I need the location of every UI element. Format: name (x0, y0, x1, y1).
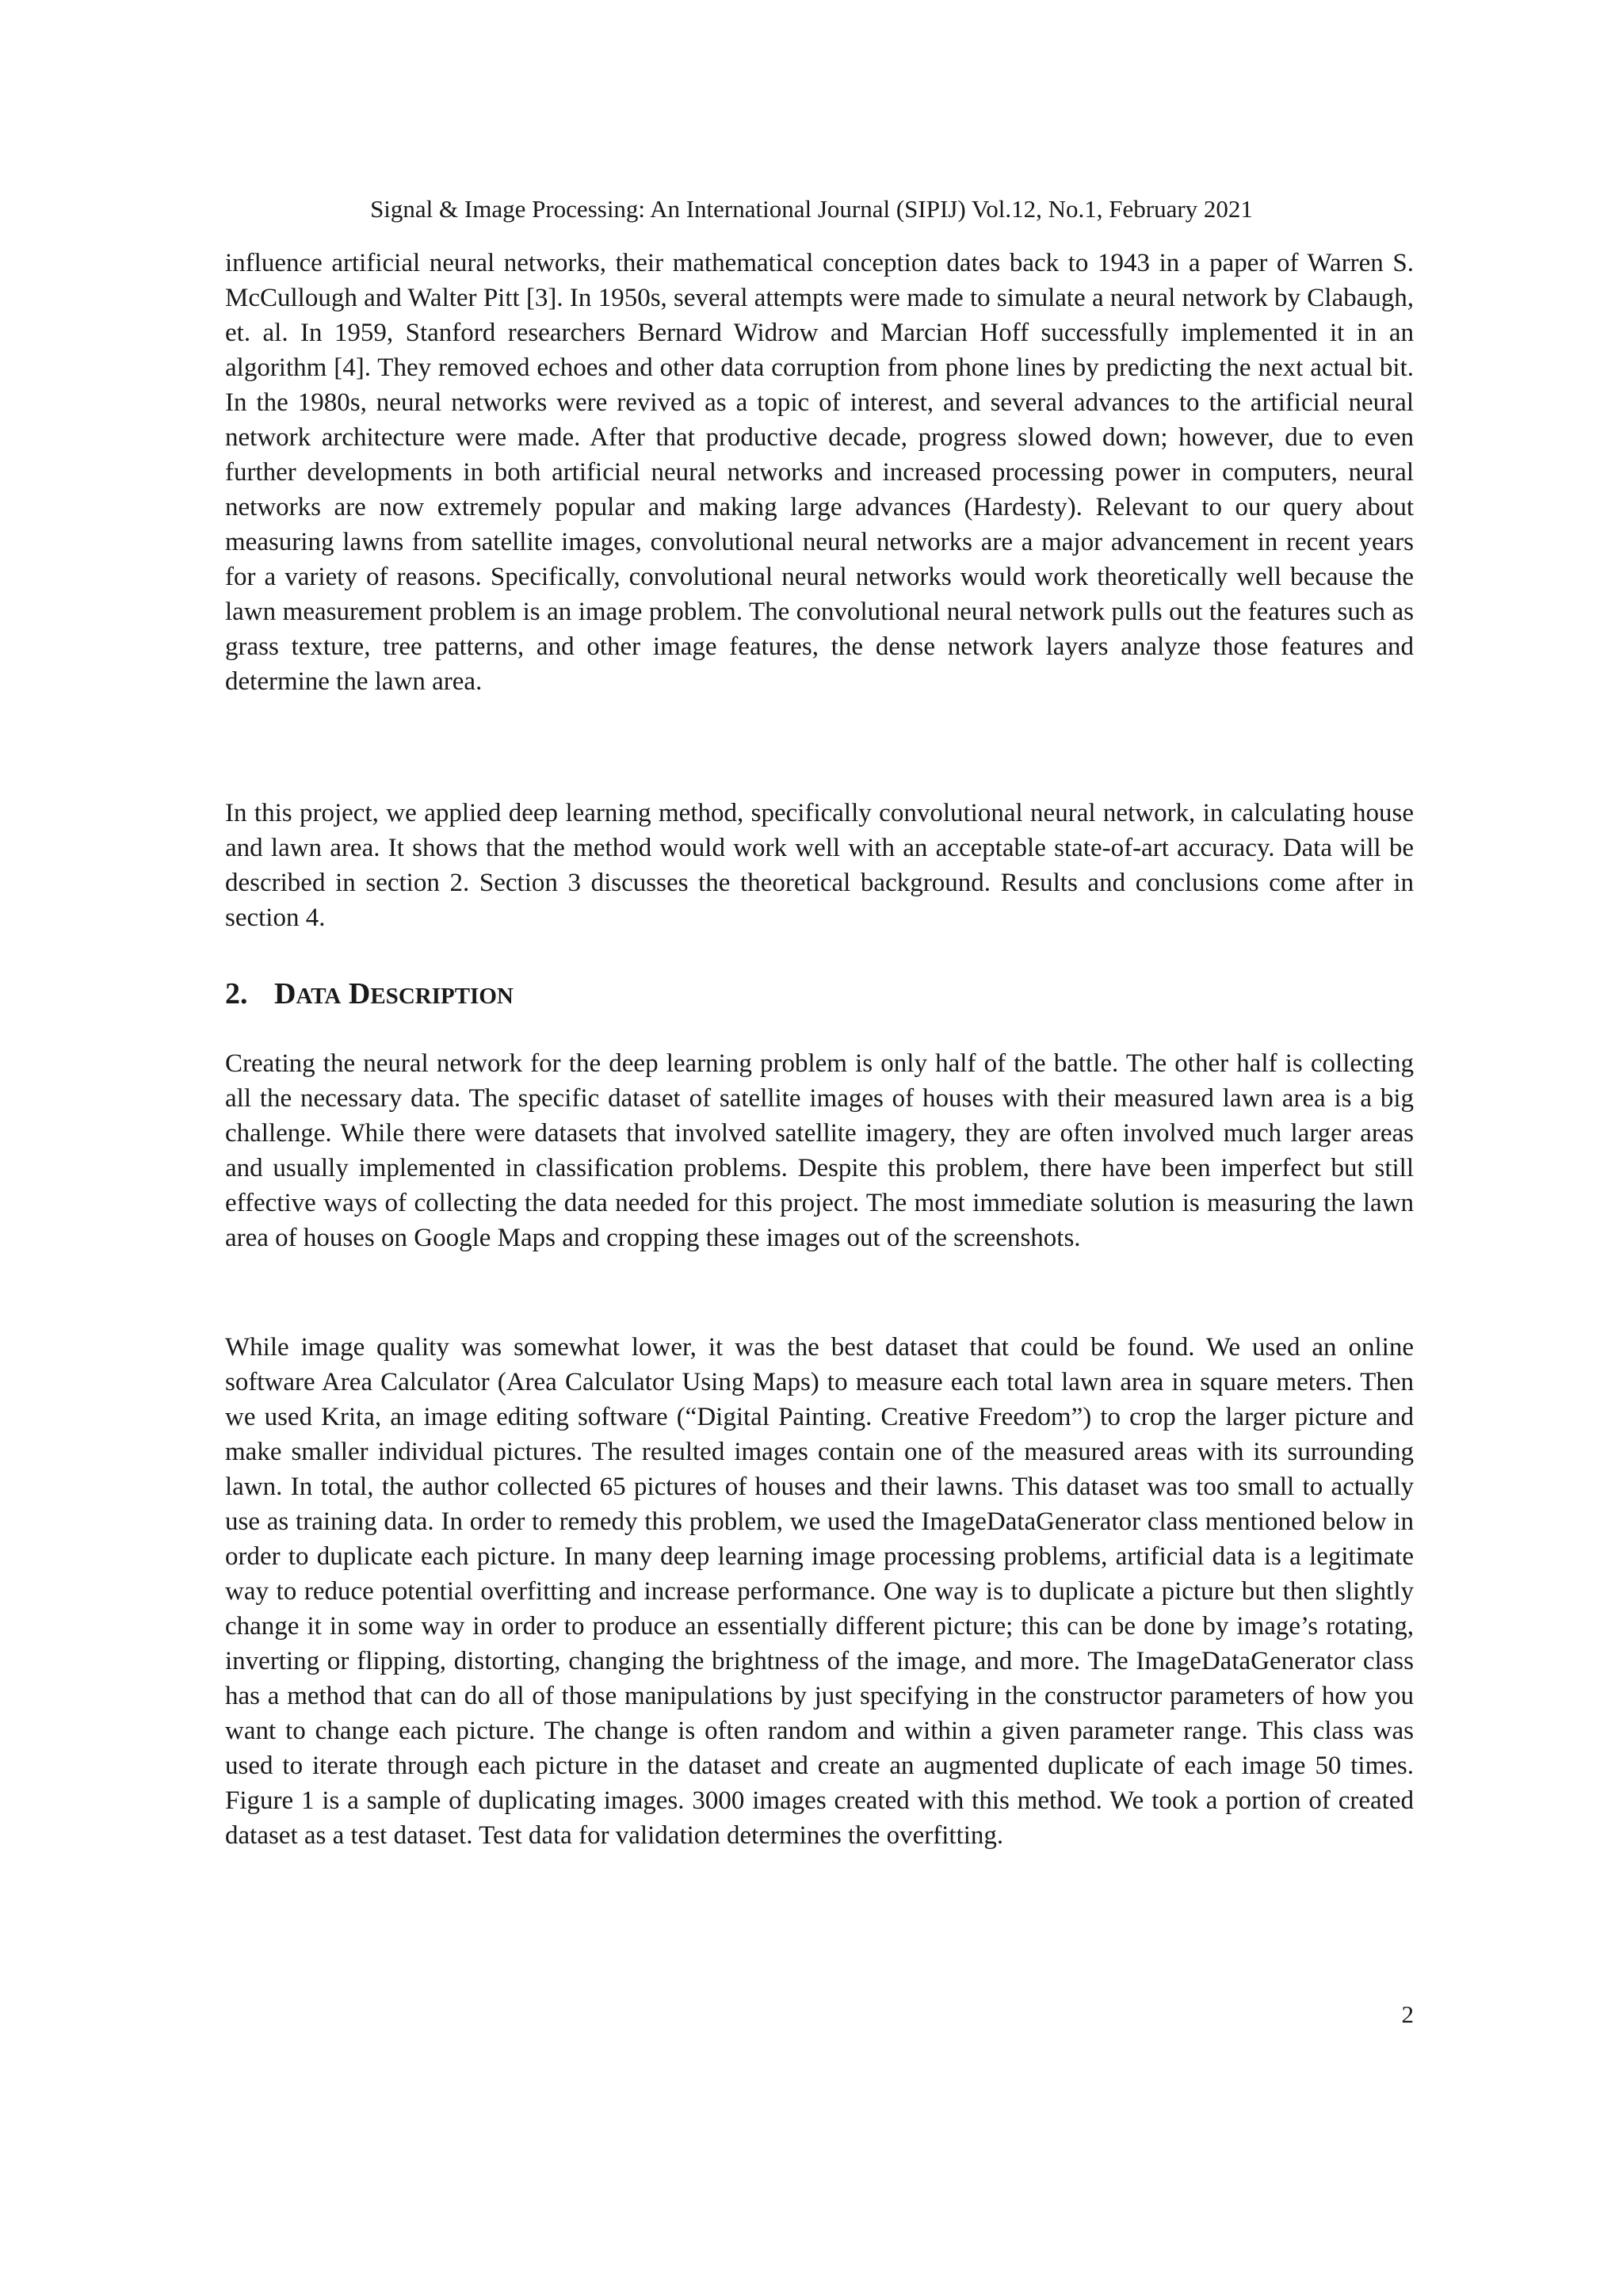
body-paragraph-data-collection: Creating the neural network for the deep learning problem is only half of the battle. The other half is collecting all the necessary data. The specific dataset of satellite images of houses with their measured lawn area is a big challenge. While there were datasets that involved satellite imagery, they are often involved much larger areas and usually implemented in classification problems. Despite this problem, there have been imperfect but still effective ways of collecting the data needed for this project. The most immediate solution is measuring the lawn area of houses on Google Maps and cropping these images out of the screenshots. (225, 1049, 1414, 1252)
section-title-rest-1: ATA (296, 984, 342, 1009)
body-paragraph-data-augmentation: While image quality was somewhat lower, it was the best dataset that could be found. We used an online software Area Calculator (Area Calculator Using Maps) to measure each total lawn area in square meters. Then we used Krita, an image editing software (“Digital Painting. Creative Freedom”) to crop the larger picture and make smaller individual pictures. The resulted images contain one of the measured areas with its surrounding lawn. In total, the author collected 65 pictures of houses and their lawns. This dataset was too small to actually use as training data. In order to remedy this problem, we used the ImageDataGenerator class mentioned below in order to duplicate each picture. In many deep learning image processing problems, artificial data is a legitimate way to reduce potential overfitting and increase performance. One way is to duplicate a picture but then slightly change it in some way in order to produce an essentially different picture; this can be done by image’s rotating, inverting or flipping, distorting, changing the brightness of the image, and more. The ImageDataGenerator class has a method that can do all of those manipulations by just specifying in the constructor parameters of how you want to change each picture. The change is often random and within a given parameter range. This class was used to iterate through each picture in the dataset and create an augmented duplicate of each image 50 times. Figure 1 is a sample of duplicating images. 3000 images created with this method. We took a portion of created dataset as a test dataset. Test data for validation determines the overfitting. (225, 1333, 1414, 1850)
page-number: 2 (1401, 2000, 1414, 2028)
section-number: 2. (225, 977, 248, 1010)
section-title-rest-2: ESCRIPTION (370, 984, 514, 1009)
section-title-initial-2: D (348, 977, 371, 1010)
body-paragraph-project-summary: In this project, we applied deep learning method, specifically convolutional neural network, in calculating house and lawn area. It shows that the method would work well with an acceptable state-of-art accuracy. Data will be described in section 2. Section 3 discusses the theoretical background. Results and conclusions come after in section 4. (225, 799, 1414, 932)
body-paragraph-intro-continued: influence artificial neural networks, their mathematical conception dates back to 1943 in a paper of Warren S. McCullough and Walter Pitt [3]. In 1950s, several attempts were made to simulate a neural network by Clabaugh, et. al. In 1959, Stanford researchers Bernard Widrow and Marcian Hoff successfully implemented it in an algorithm [4]. They removed echoes and other data corruption from phone lines by predicting the next actual bit. In the 1980s, neural networks were revived as a topic of interest, and several advances to the artificial neural network architecture were made. After that productive decade, progress slowed down; however, due to even further developments in both artificial neural networks and increased processing power in computers, neural networks are now extremely popular and making large advances (Hardesty). Relevant to our query about measuring lawns from satellite images, convolutional neural networks are a major advancement in recent years for a variety of reasons. Specifically, convolutional neural networks would work theoretically well because the lawn measurement problem is an image problem. The convolutional neural network pulls out the features such as grass texture, tree patterns, and other image features, the dense network layers analyze those features and determine the lawn area. (225, 249, 1414, 696)
section-title-initial-1: D (274, 977, 296, 1010)
running-header: Signal & Image Processing: An International Journal (SIPIJ) Vol.12, No.1, February 2021 (370, 195, 1253, 223)
section-heading-data-description (225, 975, 514, 1015)
